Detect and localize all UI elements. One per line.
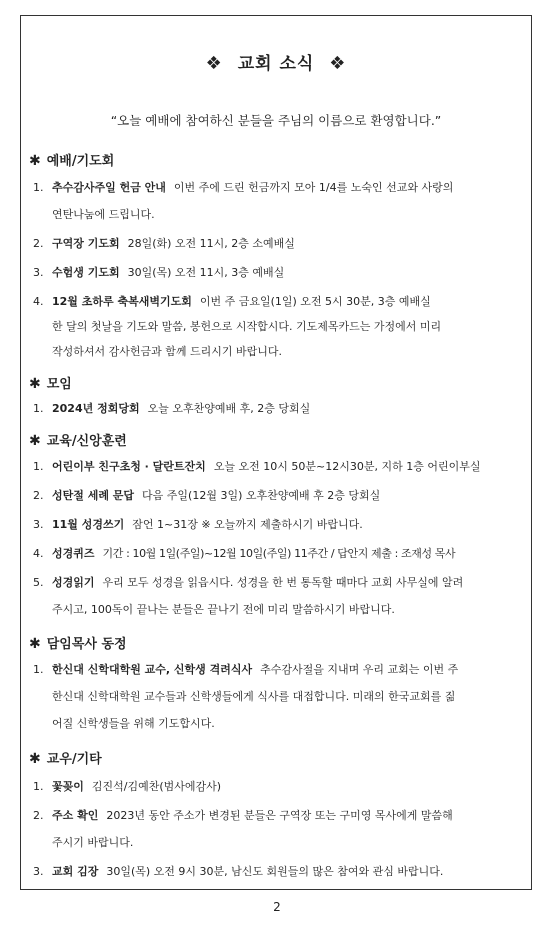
list-item [33,807,453,823]
list-item [33,293,431,309]
section-worship-heading [29,150,114,169]
item-label: 교회 김장 [52,865,99,878]
section-pastor-heading [29,633,127,652]
section-title: 담임목사 동정 [46,637,127,652]
item-number: 5. [33,576,44,589]
page-number: 2 [273,900,281,914]
item-label: 성탄절 세례 문답 [52,489,135,502]
list-item [33,545,455,561]
item-number: 1. [33,181,44,194]
section-education-heading [29,430,127,449]
item-number: 4. [33,295,44,308]
item-text: 기간 : 10월 1일(주일)~12월 10일(주일) 11주간 / 답안지 제출 : 조재성 목사 [102,547,456,560]
diamond-ornament-right-icon: ❖ [329,53,347,74]
asterisk-icon: ✱ [29,153,41,169]
diamond-ornament-left-icon: ❖ [205,53,223,74]
item-label: 꽃꽂이 [52,780,84,793]
item-label: 12월 초하루 축복새벽기도회 [52,295,192,308]
item-number: 4. [33,547,44,560]
section-meeting-heading [29,373,72,392]
item-text: 이번 주에 드린 헌금까지 모아 1/4를 노숙인 선교와 사랑의 [173,181,454,194]
list-item [33,661,458,677]
list-item [33,863,443,879]
item-text: 오늘 오전 10시 50분~12시30분, 지하 1층 어린이부실 [213,460,481,473]
item-number: 1. [33,460,44,473]
page-title [21,49,531,74]
item-text: 다음 주일(12월 3일) 오후찬양예배 후 2층 당회실 [142,489,381,502]
item-number: 3. [33,865,44,878]
item-number: 2. [33,237,44,250]
item-continuation: 주시기 바랍니다. [52,836,134,849]
item-number: 3. [33,266,44,279]
section-title: 교우/기타 [46,752,102,767]
item-label: 수험생 기도회 [52,266,120,279]
item-label: 11월 성경쓰기 [52,518,125,531]
asterisk-icon: ✱ [29,636,41,652]
item-number: 1. [33,402,44,415]
item-text: 김진석/김예찬(범사에감사) [91,780,222,793]
item-continuation: 주시고, 100독이 끝나는 분들은 끝나기 전에 미리 말씀하시기 바랍니다. [52,603,395,616]
item-continuation: 작성하셔서 감사헌금과 함께 드리시기 바랍니다. [52,345,283,358]
section-title: 모임 [46,377,72,392]
item-text: 30일(목) 오전 9시 30분, 남신도 회원들의 많은 참여와 관심 바랍니다. [106,865,444,878]
list-item [33,487,380,503]
item-text: 오늘 오후찬양예배 후, 2층 당회실 [147,402,311,415]
list-item [33,400,310,416]
item-number: 1. [33,663,44,676]
item-continuation: 한신대 신학대학원 교수들과 신학생들에게 식사를 대접합니다. 미래의 한국교회를 짊 [52,690,456,703]
welcome-message: “오늘 예배에 참여하신 분들을 주님의 이름으로 환영합니다.” [110,113,442,128]
item-number: 1. [33,780,44,793]
section-misc-heading [29,748,102,767]
item-text: 30일(목) 오전 11시, 3층 예배실 [127,266,285,279]
list-item [33,516,363,532]
item-label: 주소 확인 [52,809,99,822]
item-label: 성경퀴즈 [52,547,95,560]
item-number: 2. [33,809,44,822]
item-continuation: 한 달의 첫날을 기도와 말씀, 봉헌으로 시작합시다. 기도제목카드는 가정에서 미리 [52,320,442,333]
list-item [33,458,481,474]
item-text: 추수감사절을 지내며 우리 교회는 이번 주 [260,663,459,676]
item-continuation: 어질 신학생들을 위해 기도합시다. [52,717,215,730]
title-text: 교회 소식 [237,54,315,74]
item-label: 구역장 기도회 [52,237,120,250]
list-item [33,179,453,195]
asterisk-icon: ✱ [29,376,41,392]
item-number: 3. [33,518,44,531]
item-label: 성경읽기 [52,576,95,589]
list-item [33,264,284,280]
asterisk-icon: ✱ [29,433,41,449]
list-item [33,235,295,251]
item-label: 한신대 신학대학원 교수, 신학생 격려식사 [52,663,253,676]
item-text: 이번 주 금요일(1일) 오전 5시 30분, 3층 예배실 [199,295,431,308]
item-number: 2. [33,489,44,502]
item-text: 잠언 1~31장 ※ 오늘까지 제출하시기 바랍니다. [132,518,363,531]
item-continuation: 연탄나눔에 드립니다. [52,208,155,221]
item-text: 28일(화) 오전 11시, 2층 소예배실 [127,237,295,250]
asterisk-icon: ✱ [29,751,41,767]
bulletin-frame [20,15,532,890]
item-text: 2023년 동안 주소가 변경된 분들은 구역장 또는 구미영 목사에게 말씀해 [106,809,453,822]
section-title: 교육/신앙훈련 [46,434,127,449]
item-text: 우리 모두 성경을 읽읍시다. 성경을 한 번 통독할 때마다 교회 사무실에 알려 [102,576,464,589]
list-item [33,574,463,590]
item-label: 추수감사주일 헌금 안내 [52,181,166,194]
item-label: 어린이부 친구초청 · 달란트잔치 [52,460,206,473]
list-item [33,778,221,794]
item-label: 2024년 정회당회 [52,402,140,415]
section-title: 예배/기도회 [46,154,115,169]
